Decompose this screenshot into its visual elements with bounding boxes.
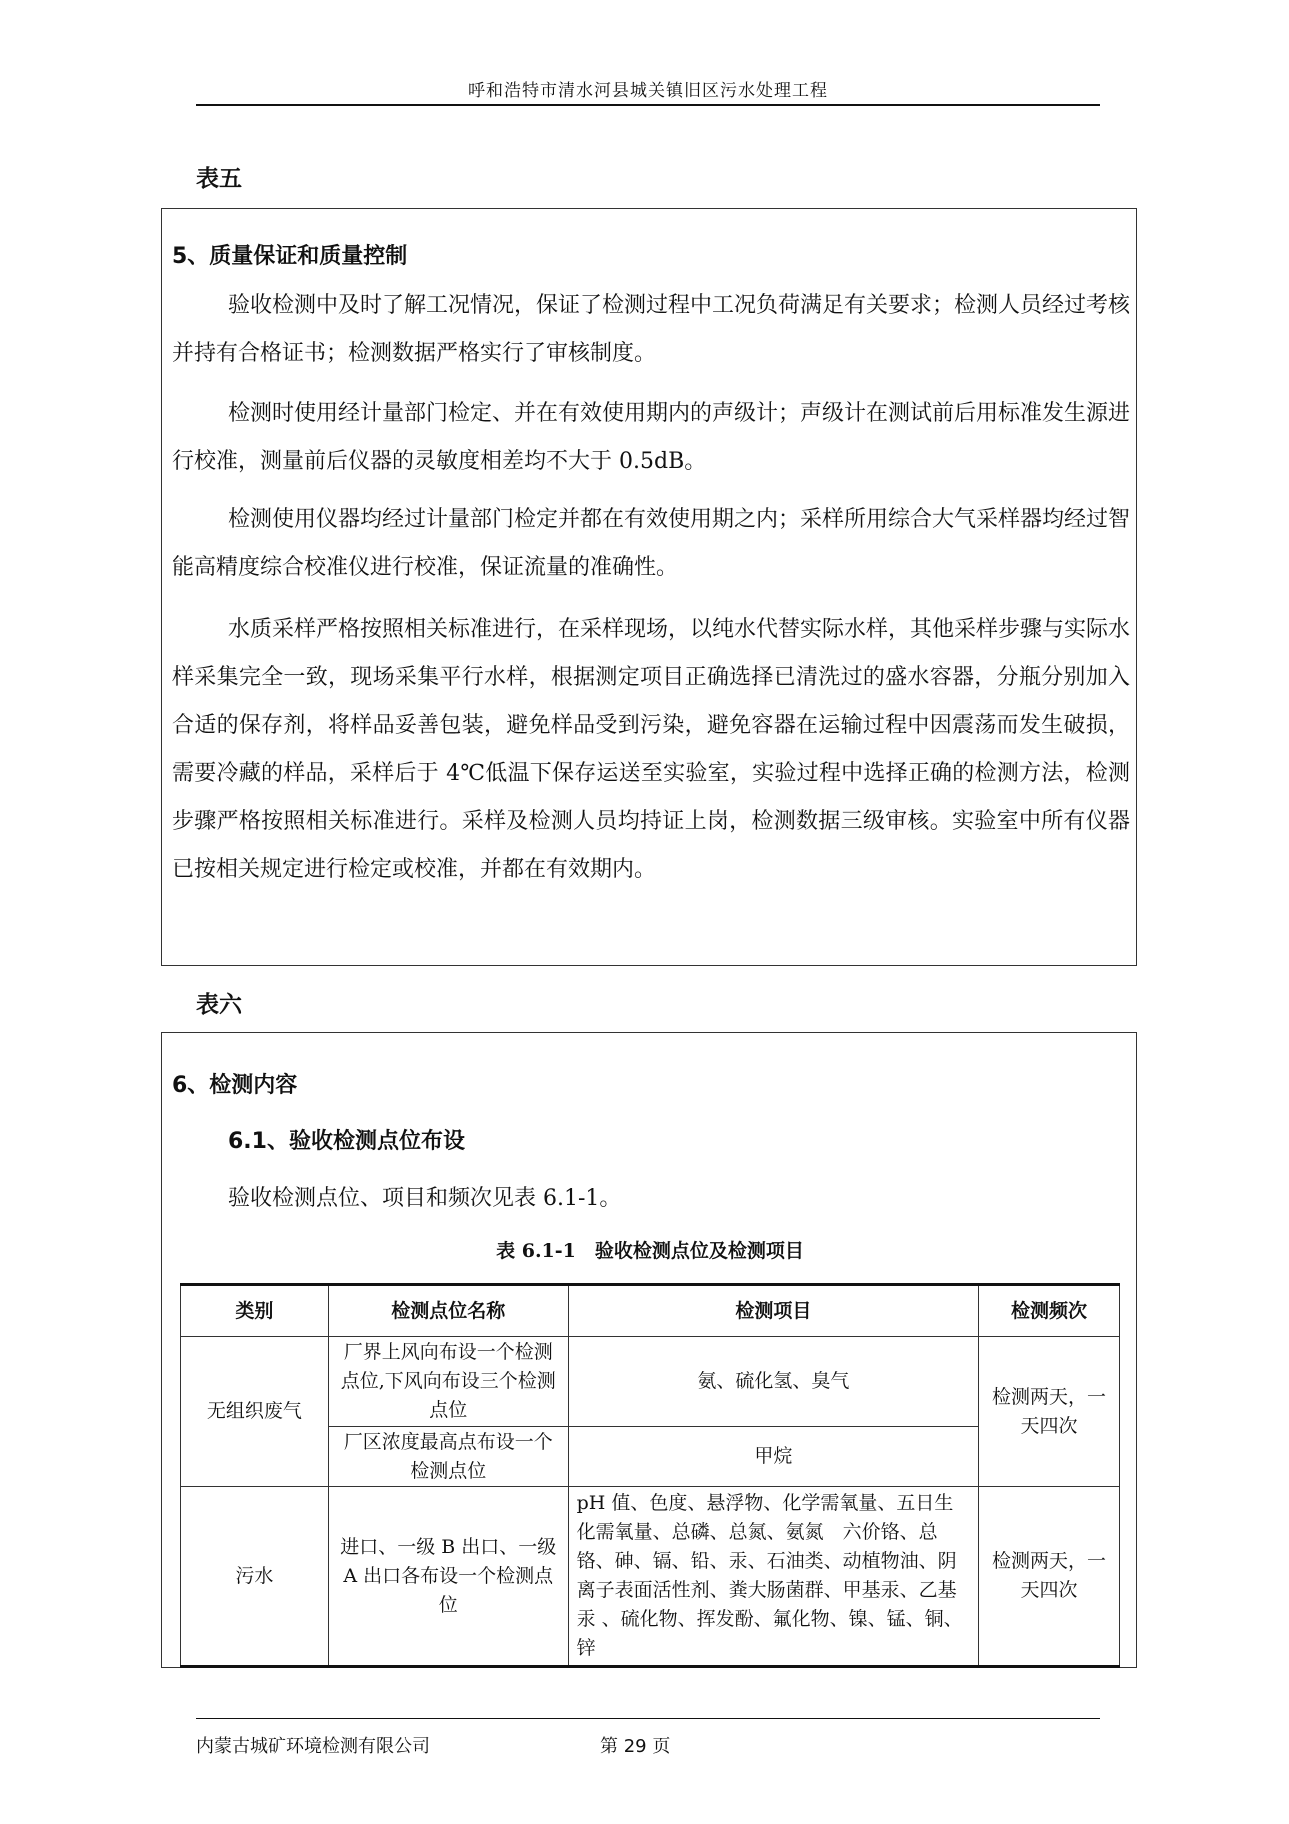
page-number: 第 29 页 xyxy=(600,1736,671,1757)
footer-company: 内蒙古城矿环境检测有限公司 xyxy=(196,1736,430,1757)
table-caption: 表 6.1-1 验收检测点位及检测项目 xyxy=(496,1240,804,1262)
items-cell: 氨、硫化氢、臭气 xyxy=(568,1337,979,1427)
column-header: 检测项目 xyxy=(568,1285,979,1337)
section6-title: 6、检测内容 xyxy=(172,1073,298,1098)
monitoring-table xyxy=(180,1283,1120,1668)
table-row xyxy=(181,1487,1120,1667)
items-cell: pH 值、色度、悬浮物、化学需氧量、五日生化需氧量、总磷、总氮、氨氮 六价铬、总铬、砷、镉、铅、汞、石油类、动植物油、阴离子表面活性剂、粪大肠菌群、甲基汞、乙基汞 、硫化物、挥发酚、氟化物、镍、锰、铜、锌 xyxy=(568,1487,979,1667)
column-header: 检测点位名称 xyxy=(328,1285,568,1337)
table6-label: 表六 xyxy=(196,992,242,1018)
frequency-cell: 检测两天，一天四次 xyxy=(979,1487,1120,1667)
point-cell: 厂区浓度最高点布设一个检测点位 xyxy=(328,1427,568,1487)
column-header: 类别 xyxy=(181,1285,329,1337)
section5-title: 5、质量保证和质量控制 xyxy=(172,244,408,269)
frequency-cell: 检测两天，一天四次 xyxy=(979,1337,1120,1487)
point-cell: 进口、一级 B 出口、一级 A 出口各布设一个检测点位 xyxy=(328,1487,568,1667)
category-cell: 无组织废气 xyxy=(181,1337,329,1487)
paragraph-4: 水质采样严格按照相关标准进行，在采样现场，以纯水代替实际水样，其他采样步骤与实际水样采集完全一致，现场采集平行水样，根据测定项目正确选择已清洗过的盛水容器，分瓶分别加入合适的保存剂，将样品妥善包装，避免样品受到污染，避免容器在运输过程中因震荡而发生破损，需要冷藏的样品，采样后于 4℃低温下保存运送至实验室，实验过程中选择正确的检测方法，检测步骤严格按照相关标准进行。采样及检测人员均持证上岗，检测数据三级审核。实验室中所有仪器已按相关规定进行检定或校准，并都在有效期内。 xyxy=(172,617,1131,882)
paragraph-1: 验收检测中及时了解工况情况，保证了检测过程中工况负荷满足有关要求；检测人员经过考核并持有合格证书；检测数据严格实行了审核制度。 xyxy=(172,293,1131,366)
header-rule xyxy=(196,104,1100,106)
paragraph-3: 检测使用仪器均经过计量部门检定并都在有效使用期之内；采样所用综合大气采样器均经过智能高精度综合校准仪进行校准，保证流量的准确性。 xyxy=(172,507,1131,580)
footer-rule xyxy=(196,1718,1100,1719)
items-cell: 甲烷 xyxy=(568,1427,979,1487)
paragraph-2: 检测时使用经计量部门检定、并在有效使用期内的声级计；声级计在测试前后用标准发生源进行校准，测量前后仪器的灵敏度相差均不大于 0.5dB。 xyxy=(172,401,1131,474)
header-title: 呼和浩特市清水河县城关镇旧区污水处理工程 xyxy=(468,81,828,101)
intro-text: 验收检测点位、项目和频次见表 6.1-1。 xyxy=(228,1186,622,1211)
column-header: 检测频次 xyxy=(979,1285,1120,1337)
category-cell: 污水 xyxy=(181,1487,329,1667)
table-row xyxy=(181,1337,1120,1427)
table-header-row xyxy=(181,1285,1120,1337)
point-cell: 厂界上风向布设一个检测点位,下风向布设三个检测点位 xyxy=(328,1337,568,1427)
table5-label: 表五 xyxy=(196,166,242,192)
subsection-title: 6.1、验收检测点位布设 xyxy=(228,1129,465,1154)
